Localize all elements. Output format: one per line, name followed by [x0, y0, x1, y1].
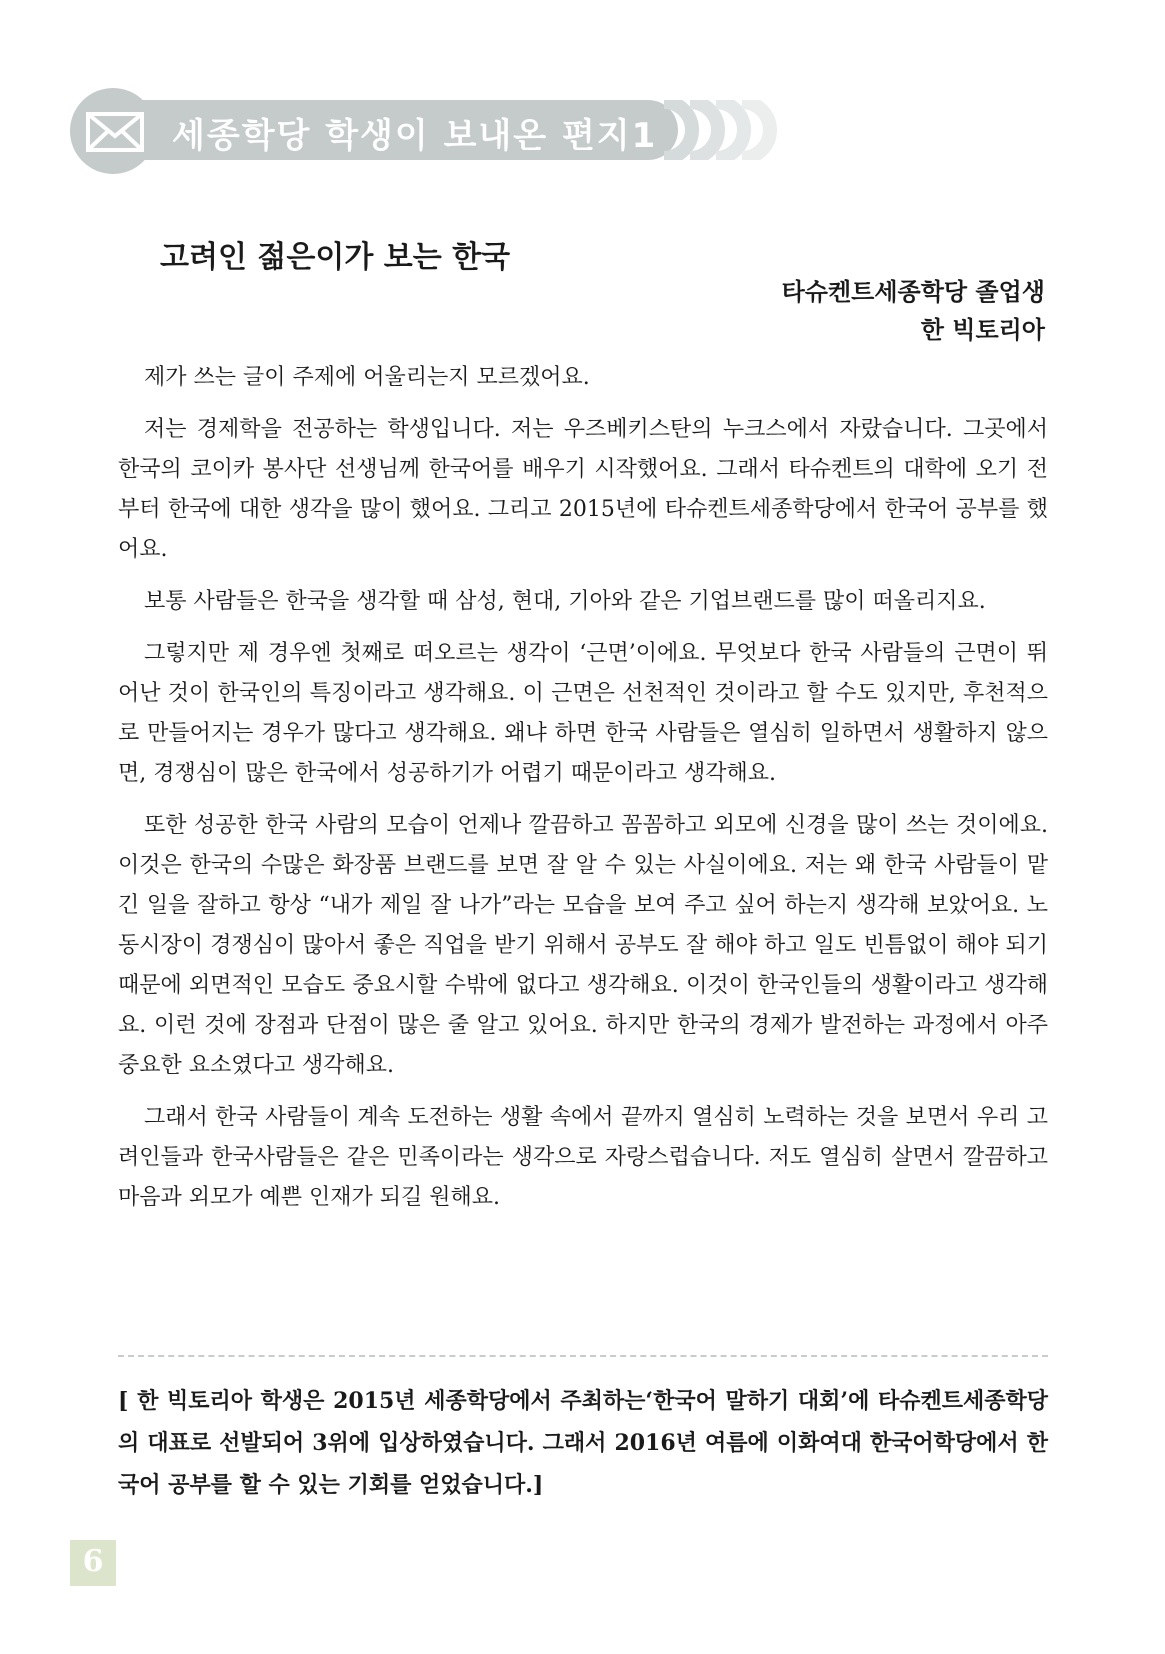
paragraph: 그렇지만 제 경우엔 첫째로 떠오르는 생각이 ‘근면’이에요. 무엇보다 한국 사람들의 근면이 뛰어난 것이 한국인의 특징이라고 생각해요. 이 근면은 선천적인 것이라고 할 수도 있지만, 후천적으로 만들어지는 경우가 많다고 생각해요. 왜냐 하면 한국 사람들은 열심히 일하면서 생활하지 않으면, 경쟁심이 많은 한국에서 성공하기가 어렵기 때문이라고 생각해요.	[118, 641, 1048, 786]
page-number-box	[70, 1540, 116, 1586]
paragraph: 보통 사람들은 한국을 생각할 때 삼성, 현대, 기아와 같은 기업브랜드를 많이 떠올리지요.	[144, 589, 986, 614]
article-title: 고려인 젊은이가 보는 한국	[160, 240, 511, 275]
article-body	[118, 358, 1048, 1230]
banner-circle	[70, 88, 156, 174]
banner-decoration-arcs	[664, 100, 804, 160]
paragraph: 그래서 한국 사람들이 계속 도전하는 생활 속에서 끝까지 열심히 노력하는 것을 보면서 우리 고려인들과 한국사람들은 같은 민족이라는 생각으로 자랑스럽습니다. 저도 열심히 살면서 깔끔하고 마음과 외모가 예쁜 인재가 되길 원해요.	[118, 1105, 1048, 1210]
editor-note: [ 한 빅토리아 학생은 2015년 세종학당에서 주최하는‘한국어 말하기 대회’에 타슈켄트세종학당의 대표로 선발되어 3위에 입상하였습니다. 그래서 2016년 여름에 이화여대 한국어학당에서 한국어 공부를 할 수 있는 기회를 얻었습니다.]	[118, 1388, 1048, 1498]
envelope-icon	[86, 112, 144, 152]
section-banner	[70, 88, 690, 174]
paragraph: 또한 성공한 한국 사람의 모습이 언제나 깔끔하고 꼼꼼하고 외모에 신경을 많이 쓰는 것이에요. 이것은 한국의 수많은 화장품 브랜드를 보면 잘 알 수 있는 사실이에요. 저는 왜 한국 사람들이 맡긴 일을 잘하고 항상 “내가 제일 잘 나가”라는 모습을 보여 주고 싶어 하는지 생각해 보았어요. 노동시장이 경쟁심이 많아서 좋은 직업을 받기 위해서 공부도 잘 해야 하고 일도 빈틈없이 해야 되기 때문에 외면적인 모습도 중요시할 수밖에 없다고 생각해요. 이것이 한국인들의 생활이라고 생각해요. 이런 것에 장점과 단점이 많은 줄 알고 있어요. 하지만 한국의 경제가 발전하는 과정에서 아주 중요한 요소였다고 생각해요.	[118, 813, 1048, 1078]
paragraph: 저는 경제학을 전공하는 학생입니다. 저는 우즈베키스탄의 누크스에서 자랐습니다. 그곳에서 한국의 코이카 봉사단 선생님께 한국어를 배우기 시작했어요. 그래서 타슈켄트의 대학에 오기 전부터 한국에 대한 생각을 많이 했어요. 그리고 2015년에 타슈켄트세종학당에서 한국어 공부를 했어요.	[118, 417, 1048, 562]
paragraph: 제가 쓰는 글이 주제에 어울리는지 모르겠어요.	[144, 365, 590, 390]
author-name: 한 빅토리아	[920, 316, 1045, 344]
page-number: 6	[82, 1544, 104, 1579]
author-affiliation: 타슈켄트세종학당 졸업생	[781, 278, 1045, 306]
dashed-divider	[118, 1355, 1048, 1357]
banner-title: 세종학당 학생이 보내온 편지1	[172, 116, 658, 156]
